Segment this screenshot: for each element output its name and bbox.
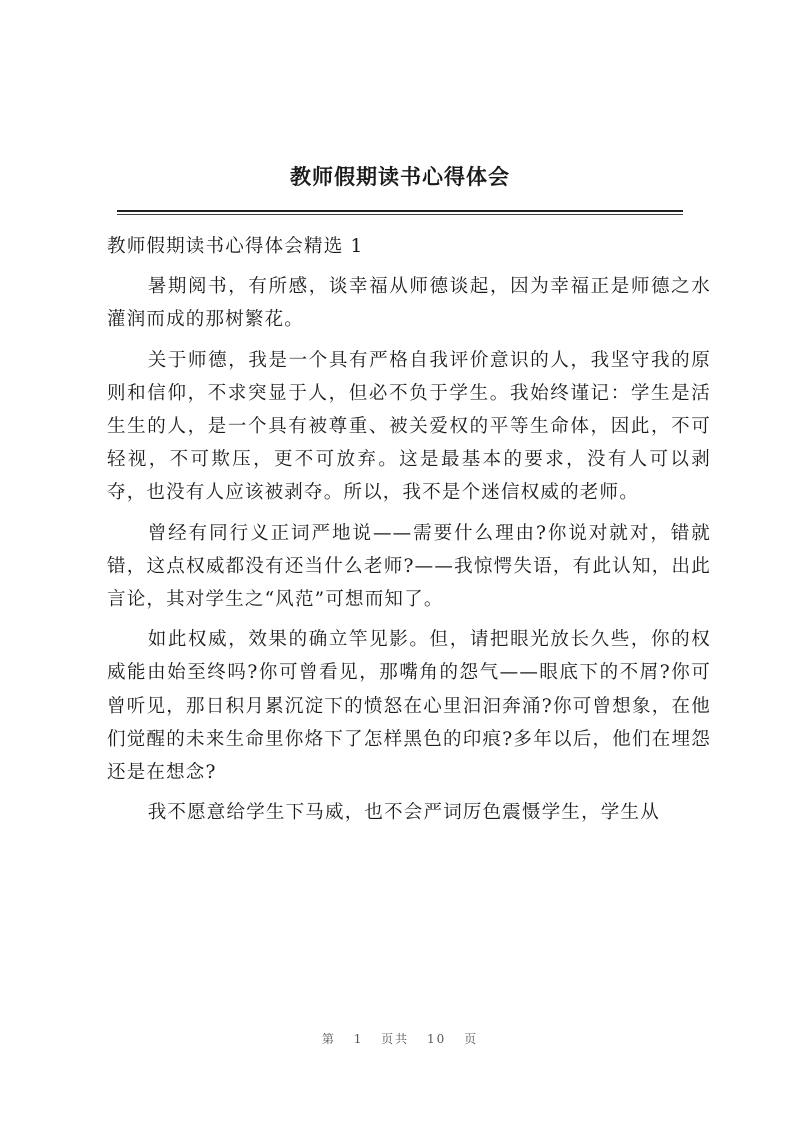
paragraph: 我不愿意给学生下马威，也不会严词厉色震慑学生，学生从 (147, 802, 660, 824)
page-footer (0, 1030, 800, 1047)
section-subtitle: 教师假期读书心得体会精选 1 (107, 236, 364, 257)
document-body (107, 230, 711, 836)
footer-label-of: 页共 (381, 1032, 410, 1046)
footer-label-page: 第 (321, 1032, 336, 1046)
paragraph: 曾经有同行义正词严地说——需要什么理由?你说对就对，错就错，这点权威都没有还当什么老师?——我惊愕失语，有此认知，出此言论，其对学生之“风范”可想而知了。 (107, 522, 711, 611)
paragraph: 如此权威，效果的确立竿见影。但，请把眼光放长久些，你的权威能由始至终吗?你可曾看见，那嘴角的怨气——眼底下的不屑?你可曾听见，那日积月累沉淀下的愤怒在心里汩汩奔涌?你可曾想象，在他们觉醒的未来生命里你烙下了怎样黑色的印痕?多年以后，他们在埋怨还是在想念? (107, 629, 711, 784)
footer-label-pages: 页 (464, 1032, 479, 1046)
page-title: 教师假期读书心得体会 (290, 164, 510, 189)
title-divider-thick (117, 210, 683, 212)
paragraph: 关于师德，我是一个具有严格自我评价意识的人，我坚守我的原则和信仰，不求突显于人，但必不负于学生。我始终谨记：学生是活生生的人，是一个具有被尊重、被关爱权的平等生命体，因此，不可轻视，不可欺压，更不可放弃。这是最基本的要求，没有人可以剥夺，也没有人应该被剥夺。所以，我不是个迷信权威的老师。 (107, 349, 711, 504)
paragraph: 暑期阅书，有所感，谈幸福从师德谈起，因为幸福正是师德之水灌润而成的那树繁花。 (107, 276, 711, 331)
footer-page-number: 1 (353, 1032, 364, 1046)
title-divider-thin (117, 214, 683, 215)
footer-total-pages: 10 (427, 1032, 447, 1046)
